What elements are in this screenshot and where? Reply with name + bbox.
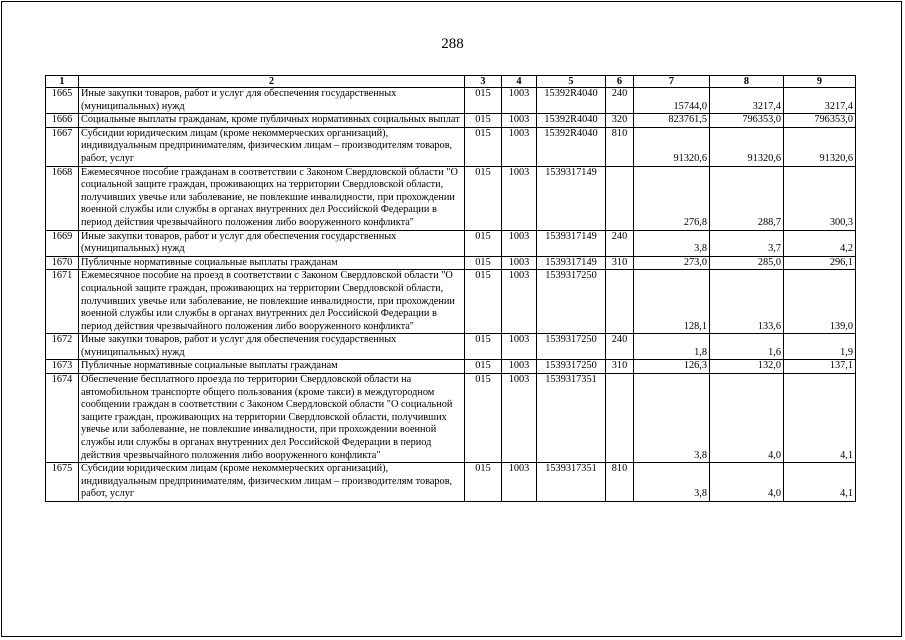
row-code-expense-type: 310 (606, 360, 634, 374)
row-description: Ежемесячное пособие гражданам в соответствии с Законом Свердловской области "О социальной защите граждан, проживающих на территории Свердловской области, получивших увечье или заболевание, не повлекшие инвалидности, при прохождении военной службы или службы в органах внутренних дел Российской Федерации в период действия чрезвычайного положения либо вооруженного конфликта" (79, 166, 465, 230)
page-number: 288 (441, 36, 464, 52)
row-amount-year-1: 3,8 (634, 374, 710, 463)
row-amount-year-2: 288,7 (710, 166, 784, 230)
row-code-ministry: 015 (465, 114, 502, 128)
row-code-ministry: 015 (465, 256, 502, 270)
row-code-target: 15392R4040 (537, 114, 606, 128)
column-header: 6 (606, 76, 634, 88)
table-row (46, 360, 856, 374)
row-amount-year-3: 137,1 (784, 360, 856, 374)
row-code-expense-type (606, 166, 634, 230)
row-amount-year-1: 276,8 (634, 166, 710, 230)
row-amount-year-2: 91320,6 (710, 127, 784, 166)
row-code-section: 1003 (502, 230, 537, 256)
row-code-section: 1003 (502, 256, 537, 270)
row-code-expense-type (606, 374, 634, 463)
row-description: Иные закупки товаров, работ и услуг для обеспечения государственных (муниципальных) нужд (79, 230, 465, 256)
row-number: 1674 (46, 374, 79, 463)
table-row (46, 127, 856, 166)
row-amount-year-3: 4,2 (784, 230, 856, 256)
row-number: 1673 (46, 360, 79, 374)
row-amount-year-2: 4,0 (710, 463, 784, 502)
row-number: 1672 (46, 334, 79, 360)
row-number: 1670 (46, 256, 79, 270)
row-code-section: 1003 (502, 360, 537, 374)
row-amount-year-3: 300,3 (784, 166, 856, 230)
table-row (46, 166, 856, 230)
row-code-ministry: 015 (465, 270, 502, 334)
row-code-expense-type: 810 (606, 127, 634, 166)
row-code-section: 1003 (502, 114, 537, 128)
row-number: 1669 (46, 230, 79, 256)
row-code-target: 1539317149 (537, 166, 606, 230)
row-code-section: 1003 (502, 374, 537, 463)
row-description: Субсидии юридическим лицам (кроме некоммерческих организаций), индивидуальным предпринимателям, физическим лицам – производителям товаров, работ, услуг (79, 127, 465, 166)
row-code-expense-type: 240 (606, 88, 634, 114)
row-amount-year-1: 273,0 (634, 256, 710, 270)
row-description: Обеспечение бесплатного проезда по территории Свердловской области на автомобильном транспорте общего пользования (кроме такси) в междугородном сообщении граждан в соответствии с Законом Свердловской области "О социальной защите граждан, проживающих на территории Свердловской области, получивших увечье или заболевание, не повлекшие инвалидности, при прохождении военной службы или службы в органах внутренних дел Российской Федерации в период действия чрезвычайного положения либо вооруженного конфликта" (79, 374, 465, 463)
row-code-ministry: 015 (465, 166, 502, 230)
table-row (46, 374, 856, 463)
row-amount-year-2: 132,0 (710, 360, 784, 374)
row-code-expense-type: 320 (606, 114, 634, 128)
row-code-target: 1539317351 (537, 463, 606, 502)
column-header: 3 (465, 76, 502, 88)
column-header: 1 (46, 76, 79, 88)
row-code-target: 15392R4040 (537, 88, 606, 114)
row-number: 1667 (46, 127, 79, 166)
row-description: Иные закупки товаров, работ и услуг для обеспечения государственных (муниципальных) нужд (79, 88, 465, 114)
row-amount-year-2: 285,0 (710, 256, 784, 270)
row-code-target: 1539317250 (537, 334, 606, 360)
row-amount-year-1: 823761,5 (634, 114, 710, 128)
column-header: 4 (502, 76, 537, 88)
row-code-section: 1003 (502, 88, 537, 114)
row-amount-year-2: 4,0 (710, 374, 784, 463)
row-number: 1671 (46, 270, 79, 334)
row-code-expense-type: 240 (606, 334, 634, 360)
row-amount-year-1: 3,8 (634, 230, 710, 256)
row-amount-year-2: 133,6 (710, 270, 784, 334)
row-code-section: 1003 (502, 270, 537, 334)
row-code-expense-type (606, 270, 634, 334)
row-amount-year-3: 796353,0 (784, 114, 856, 128)
row-amount-year-1: 91320,6 (634, 127, 710, 166)
table-row (46, 230, 856, 256)
row-description: Субсидии юридическим лицам (кроме некоммерческих организаций), индивидуальным предпринимателям, физическим лицам – производителям товаров, работ, услуг (79, 463, 465, 502)
row-amount-year-3: 3217,4 (784, 88, 856, 114)
row-code-expense-type: 240 (606, 230, 634, 256)
row-code-target: 1539317250 (537, 360, 606, 374)
row-amount-year-1: 15744,0 (634, 88, 710, 114)
row-description: Ежемесячное пособие на проезд в соответствии с Законом Свердловской области "О социальной защите граждан, проживающих на территории Свердловской области, получивших увечье или заболевание, не повлекшие инвалидности, при прохождении военной службы или службы в органах внутренних дел Российской Федерации в период действия чрезвычайного положения либо вооруженного конфликта" (79, 270, 465, 334)
row-amount-year-1: 126,3 (634, 360, 710, 374)
row-code-section: 1003 (502, 127, 537, 166)
row-code-target: 1539317149 (537, 230, 606, 256)
column-header: 5 (537, 76, 606, 88)
table-row (46, 114, 856, 128)
row-description: Публичные нормативные социальные выплаты гражданам (79, 256, 465, 270)
row-code-section: 1003 (502, 334, 537, 360)
row-amount-year-2: 3217,4 (710, 88, 784, 114)
table-row (46, 256, 856, 270)
row-amount-year-3: 296,1 (784, 256, 856, 270)
row-number: 1675 (46, 463, 79, 502)
row-code-target: 1539317250 (537, 270, 606, 334)
row-amount-year-1: 3,8 (634, 463, 710, 502)
row-description: Иные закупки товаров, работ и услуг для обеспечения государственных (муниципальных) нужд (79, 334, 465, 360)
row-amount-year-3: 4,1 (784, 374, 856, 463)
row-number: 1668 (46, 166, 79, 230)
table-row (46, 270, 856, 334)
row-code-expense-type: 310 (606, 256, 634, 270)
row-code-section: 1003 (502, 463, 537, 502)
row-code-target: 15392R4040 (537, 127, 606, 166)
table-row (46, 88, 856, 114)
row-amount-year-3: 1,9 (784, 334, 856, 360)
column-header: 8 (710, 76, 784, 88)
row-amount-year-2: 3,7 (710, 230, 784, 256)
row-code-ministry: 015 (465, 127, 502, 166)
column-header: 7 (634, 76, 710, 88)
row-description: Социальные выплаты гражданам, кроме публичных нормативных социальных выплат (79, 114, 465, 128)
row-amount-year-1: 128,1 (634, 270, 710, 334)
row-code-expense-type: 810 (606, 463, 634, 502)
row-code-ministry: 015 (465, 230, 502, 256)
row-amount-year-2: 1,6 (710, 334, 784, 360)
row-code-section: 1003 (502, 166, 537, 230)
row-amount-year-3: 4,1 (784, 463, 856, 502)
column-header: 9 (784, 76, 856, 88)
table-row (46, 334, 856, 360)
budget-table (45, 75, 856, 502)
row-description: Публичные нормативные социальные выплаты гражданам (79, 360, 465, 374)
row-amount-year-1: 1,8 (634, 334, 710, 360)
row-code-ministry: 015 (465, 88, 502, 114)
row-number: 1665 (46, 88, 79, 114)
row-code-target: 1539317351 (537, 374, 606, 463)
row-amount-year-3: 91320,6 (784, 127, 856, 166)
row-code-ministry: 015 (465, 334, 502, 360)
table-header-row (46, 76, 856, 88)
row-code-target: 1539317149 (537, 256, 606, 270)
row-code-ministry: 015 (465, 374, 502, 463)
row-code-ministry: 015 (465, 463, 502, 502)
row-amount-year-3: 139,0 (784, 270, 856, 334)
table-row (46, 463, 856, 502)
row-number: 1666 (46, 114, 79, 128)
column-header: 2 (79, 76, 465, 88)
row-amount-year-2: 796353,0 (710, 114, 784, 128)
row-code-ministry: 015 (465, 360, 502, 374)
